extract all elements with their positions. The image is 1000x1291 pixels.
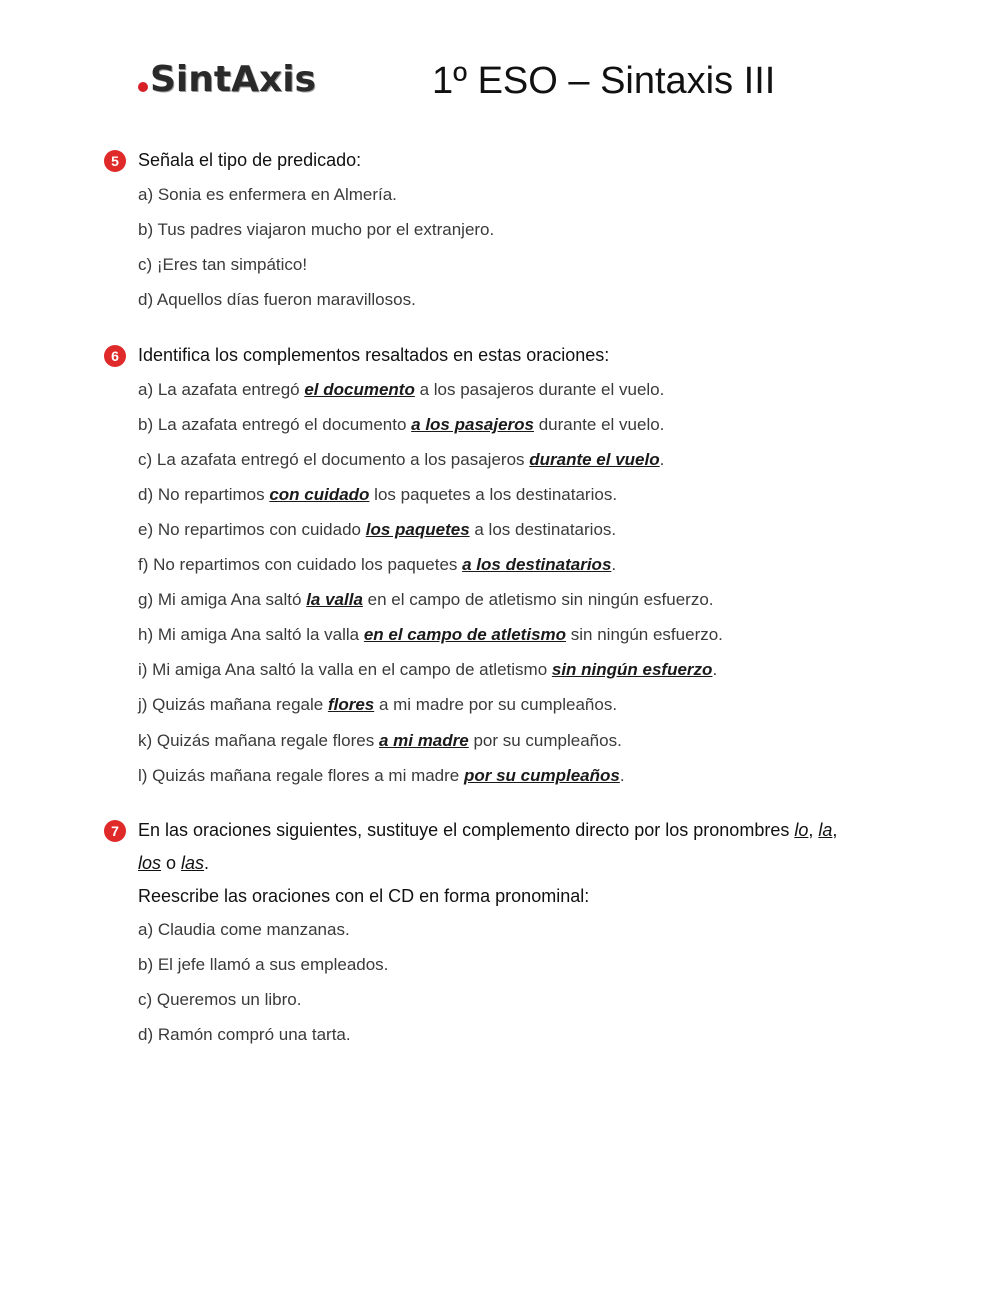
highlighted-complement: flores <box>327 695 375 714</box>
item-text: k) Quizás mañana regale flores <box>138 731 379 750</box>
separator: , <box>808 820 819 840</box>
list-item <box>138 660 717 680</box>
list-item: a) Sonia es enfermera en Almería. <box>138 185 397 204</box>
heading-text: En las oraciones siguientes, sustituye el complemento directo por los pronombres <box>138 820 795 840</box>
item-text: a mi madre por su cumpleaños. <box>374 695 618 714</box>
list-item <box>138 380 664 400</box>
list-item: d) Aquellos días fueron maravillosos. <box>138 290 416 309</box>
list-item: a) Claudia come manzanas. <box>138 920 350 939</box>
page-title: 1º ESO – Sintaxis III <box>432 60 776 102</box>
exercise-heading <box>138 820 837 841</box>
item-text: l) Quizás mañana regale flores a mi madre <box>138 766 464 785</box>
pronoun-la: la <box>818 820 833 840</box>
list-item: c) Queremos un libro. <box>138 990 302 1009</box>
exercise-number-badge: 7 <box>104 820 126 842</box>
highlighted-complement: con cuidado <box>269 485 370 504</box>
item-text: . <box>619 766 625 785</box>
highlighted-complement: a los destinatarios <box>462 555 612 574</box>
logo-dot-icon <box>138 82 148 92</box>
item-text: d) No repartimos <box>138 485 270 504</box>
item-text: h) Mi amiga Ana saltó la valla <box>138 625 364 644</box>
item-text: a los pasajeros durante el vuelo. <box>414 380 665 399</box>
highlighted-complement: a los pasajeros <box>411 415 534 434</box>
item-text: . <box>712 660 718 679</box>
exercise-heading: Identifica los complementos resaltados en estas oraciones: <box>138 345 610 365</box>
list-item: d) Ramón compró una tarta. <box>138 1025 351 1044</box>
list-item <box>138 731 622 751</box>
item-text: . <box>659 450 665 469</box>
list-item <box>138 520 616 540</box>
highlighted-complement: en el campo de atletismo <box>363 625 567 644</box>
item-text: g) Mi amiga Ana saltó <box>138 590 307 609</box>
item-text: j) Quizás mañana regale <box>138 695 328 714</box>
exercise-number-badge: 5 <box>104 150 126 172</box>
list-item <box>138 625 723 645</box>
item-text: en el campo de atletismo sin ningún esfuerzo. <box>362 590 714 609</box>
item-text: por su cumpleaños. <box>468 731 622 750</box>
exercise-subheading: Reescribe las oraciones con el CD en forma pronominal: <box>138 886 590 906</box>
highlighted-complement: la valla <box>306 590 363 609</box>
item-text: i) Mi amiga Ana saltó la valla en el campo de atletismo <box>138 660 552 679</box>
separator: o <box>161 853 182 873</box>
item-text: . <box>611 555 617 574</box>
list-item <box>138 766 625 786</box>
pronoun-los: los <box>138 853 162 873</box>
separator: , <box>832 820 838 840</box>
highlighted-complement: por su cumpleaños <box>463 766 620 785</box>
list-item: b) Tus padres viajaron mucho por el extranjero. <box>138 220 495 239</box>
highlighted-complement: sin ningún esfuerzo <box>551 660 713 679</box>
list-item <box>138 450 664 470</box>
item-text: durante el vuelo. <box>533 415 665 434</box>
highlighted-complement: a mi madre <box>378 731 469 750</box>
item-text: los paquetes a los destinatarios. <box>369 485 618 504</box>
item-text: f) No repartimos con cuidado los paquetes <box>138 555 463 574</box>
list-item <box>138 695 617 715</box>
highlighted-complement: el documento <box>304 380 415 399</box>
list-item: c) ¡Eres tan simpático! <box>138 255 308 274</box>
item-text: sin ningún esfuerzo. <box>566 625 723 644</box>
exercise-heading: Señala el tipo de predicado: <box>138 150 362 170</box>
item-text: c) La azafata entregó el documento a los pasajeros <box>138 450 530 469</box>
highlighted-complement: los paquetes <box>365 520 470 539</box>
item-text: b) La azafata entregó el documento <box>138 415 412 434</box>
pronoun-lo: lo <box>794 820 809 840</box>
exercise-number-badge: 6 <box>104 345 126 367</box>
list-item <box>138 590 714 610</box>
list-item: b) El jefe llamó a sus empleados. <box>138 955 389 974</box>
separator: . <box>204 853 210 873</box>
highlighted-complement: durante el vuelo <box>529 450 660 469</box>
pronoun-las: las <box>181 853 205 873</box>
exercise-heading-continued <box>138 853 209 874</box>
logo-text: SintAxis <box>150 59 316 100</box>
item-text: a) La azafata entregó <box>138 380 305 399</box>
item-text: e) No repartimos con cuidado <box>138 520 366 539</box>
list-item <box>138 555 616 575</box>
item-text: a los destinatarios. <box>469 520 617 539</box>
list-item <box>138 485 617 505</box>
logo <box>138 59 316 100</box>
list-item <box>138 415 664 435</box>
